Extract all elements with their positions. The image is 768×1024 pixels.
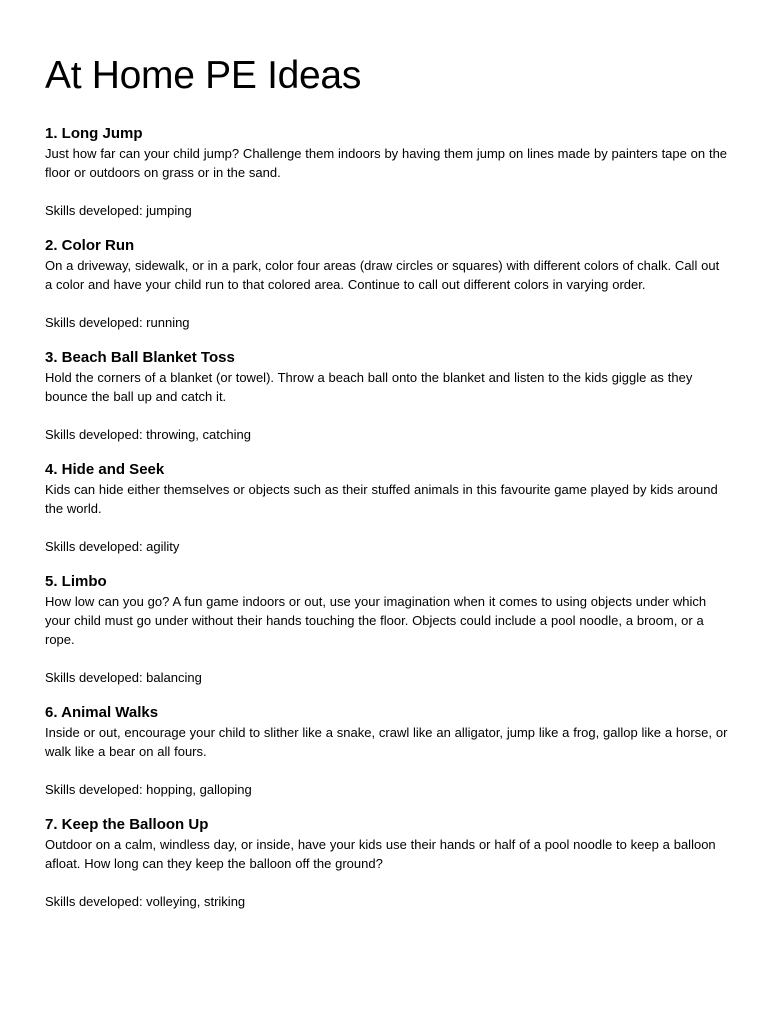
activity-skills: Skills developed: balancing	[45, 670, 202, 685]
activity-description: Just how far can your child jump? Challenge them indoors by having them jump on lines made by painters tape on the floor or outdoors on grass or in the sand.	[45, 146, 728, 180]
page-title: At Home PE Ideas	[45, 54, 362, 97]
activity-heading: 2. Color Run	[45, 237, 135, 254]
activity-heading: 4. Hide and Seek	[45, 461, 165, 478]
activity-hide-and-seek	[45, 460, 728, 556]
activity-limbo	[45, 572, 728, 687]
activity-heading: 6. Animal Walks	[45, 704, 159, 721]
activity-skills: Skills developed: agility	[45, 539, 180, 554]
activity-heading: 5. Limbo	[45, 573, 107, 590]
activity-skills: Skills developed: volleying, striking	[45, 894, 246, 909]
activity-skills: Skills developed: hopping, galloping	[45, 782, 252, 797]
activity-heading: 1. Long Jump	[45, 125, 143, 142]
activity-long-jump	[45, 124, 728, 220]
activity-description: Outdoor on a calm, windless day, or inside, have your kids use their hands or half of a pool noodle to keep a balloon afloat. How long can they keep the balloon off the ground?	[45, 837, 716, 871]
activity-skills: Skills developed: jumping	[45, 203, 192, 218]
activity-description: On a driveway, sidewalk, or in a park, color four areas (draw circles or squares) with different colors of chalk. Call out a color and have your child run to that colored area. Continue to call out different colors in varying order.	[45, 258, 720, 292]
activity-skills: Skills developed: throwing, catching	[45, 427, 251, 442]
activity-keep-the-balloon-up	[45, 815, 728, 911]
activity-description: Kids can hide either themselves or objects such as their stuffed animals in this favourite game played by kids around the world.	[45, 482, 718, 516]
activity-description: Hold the corners of a blanket (or towel). Throw a beach ball onto the blanket and listen to the kids giggle as they bounce the ball up and catch it.	[45, 370, 693, 404]
activity-heading: 7. Keep the Balloon Up	[45, 816, 209, 833]
activity-description: Inside or out, encourage your child to slither like a snake, crawl like an alligator, jump like a frog, gallop like a horse, or walk like a bear on all fours.	[45, 725, 728, 759]
activity-beach-ball-blanket-toss	[45, 348, 728, 444]
activity-heading: 3. Beach Ball Blanket Toss	[45, 349, 235, 366]
activity-animal-walks	[45, 703, 728, 799]
activity-skills: Skills developed: running	[45, 315, 190, 330]
activity-color-run	[45, 236, 728, 332]
activity-description: How low can you go? A fun game indoors or out, use your imagination when it comes to using objects under which your child must go under without their hands touching the floor. Objects could include a pool noodle, a broom, or a rope.	[45, 594, 707, 647]
